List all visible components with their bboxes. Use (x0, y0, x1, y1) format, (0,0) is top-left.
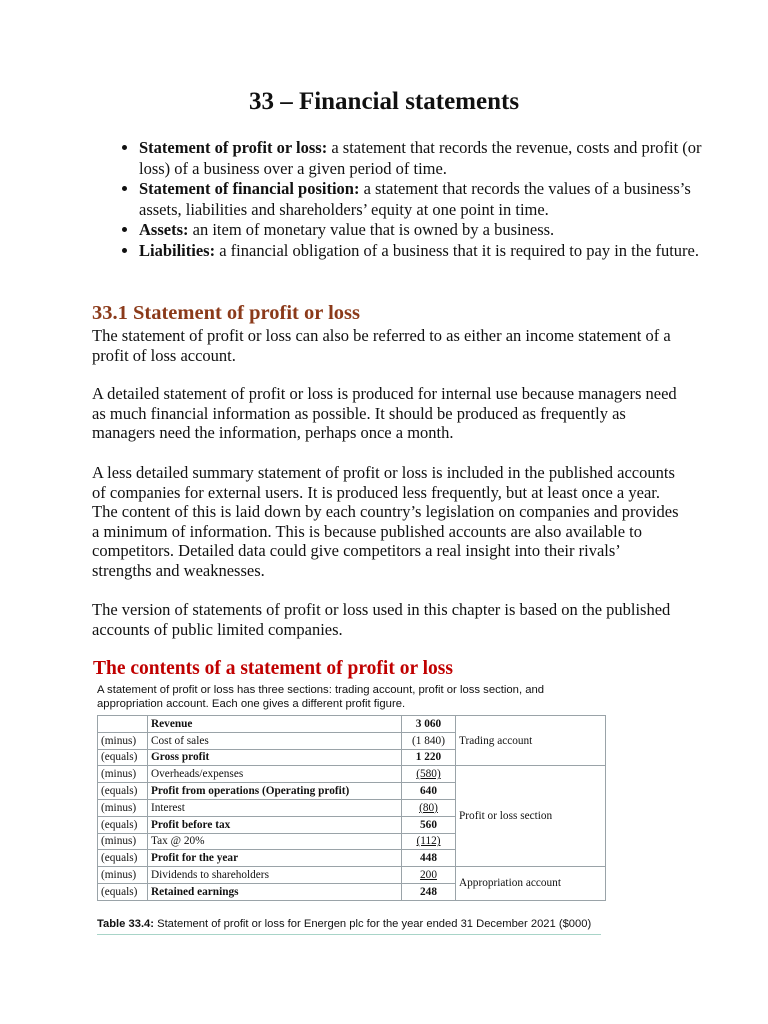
table-row (98, 716, 606, 733)
row-value: 200 (402, 867, 456, 884)
row-item: Dividends to shareholders (148, 867, 402, 884)
definition-item (139, 220, 729, 241)
caption-label: Table 33.4: (97, 918, 154, 930)
row-item: Profit before tax (148, 816, 402, 833)
table-row (98, 766, 606, 783)
paragraph: A detailed statement of profit or loss is produced for internal use because managers need as much financial information as possible. It should be produced as frequently as managers need the information, perhaps once a month. (92, 384, 677, 443)
row-value: 448 (402, 850, 456, 867)
section-heading: 33.1 Statement of profit or loss (92, 302, 360, 324)
row-value: 3 060 (402, 716, 456, 733)
definition-text: a statement that records the revenue, costs and profit (or loss) of a business over a given period of time. (139, 138, 702, 178)
row-value: 1 220 (402, 749, 456, 766)
divider (97, 934, 601, 935)
row-item: Interest (148, 799, 402, 816)
row-value: (112) (402, 833, 456, 850)
row-item: Tax @ 20% (148, 833, 402, 850)
row-value: 640 (402, 783, 456, 800)
row-value: (1 840) (402, 732, 456, 749)
definitions-list (92, 138, 729, 261)
section-label-trading: Trading account (456, 716, 606, 766)
row-item: Overheads/expenses (148, 766, 402, 783)
definition-term: Statement of financial position: (139, 179, 360, 198)
row-value: 248 (402, 883, 456, 900)
row-item: Retained earnings (148, 883, 402, 900)
row-value: (580) (402, 766, 456, 783)
definition-item (139, 241, 729, 262)
profit-loss-table (97, 715, 606, 901)
row-operator: (minus) (98, 732, 148, 749)
contents-heading: The contents of a statement of profit or loss (93, 658, 453, 679)
row-item: Revenue (148, 716, 402, 733)
row-operator (98, 716, 148, 733)
definition-text: a statement that records the values of a business’s assets, liabilities and shareholders’ equity at one point in time. (139, 179, 691, 219)
row-item: Profit from operations (Operating profit) (148, 783, 402, 800)
paragraph: A less detailed summary statement of profit or loss is included in the published accounts of companies for external users. It is produced less frequently, but at least once a year. The content of this is laid down by each country’s legislation on companies and provides a minimum of information. This is because published accounts are also available to competitors. Detailed data could give competitors a real insight into their rivals’ strengths and weaknesses. (92, 463, 679, 580)
row-operator: (minus) (98, 867, 148, 884)
definition-term: Liabilities: (139, 240, 216, 260)
definition-text: a financial obligation of a business that it is required to pay in the future. (215, 240, 699, 260)
row-operator: (equals) (98, 749, 148, 766)
row-item: Profit for the year (148, 850, 402, 867)
table-row (98, 867, 606, 884)
row-operator: (equals) (98, 883, 148, 900)
section-label-profit-loss: Profit or loss section (456, 766, 606, 867)
section-label-appropriation: Appropriation account (456, 867, 606, 901)
contents-intro: A statement of profit or loss has three sections: trading account, profit or loss section, and appropriation account. Each one gives a different profit figure. (97, 684, 545, 710)
row-value: (80) (402, 799, 456, 816)
page-title: 33 – Financial statements (248, 88, 520, 115)
row-item: Cost of sales (148, 732, 402, 749)
definition-item (139, 179, 729, 220)
definition-text: an item of monetary value that is owned by a business. (188, 220, 555, 239)
row-value: 560 (402, 816, 456, 833)
paragraph: The version of statements of profit or loss used in this chapter is based on the published accounts of public limited companies. (92, 600, 671, 639)
caption-text: Statement of profit or loss for Energen plc for the year ended 31 December 2021 ($000) (154, 918, 592, 930)
row-item: Gross profit (148, 749, 402, 766)
row-operator: (equals) (98, 816, 148, 833)
table-caption (97, 918, 591, 930)
paragraph: The statement of profit or loss can also be referred to as either an income statement of a profit of loss account. (92, 326, 671, 365)
row-operator: (equals) (98, 850, 148, 867)
definition-term: Statement of profit or loss: (139, 138, 328, 157)
definition-item (139, 138, 729, 179)
row-operator: (minus) (98, 766, 148, 783)
row-operator: (equals) (98, 783, 148, 800)
row-operator: (minus) (98, 833, 148, 850)
definition-term: Assets: (139, 220, 189, 239)
row-operator: (minus) (98, 799, 148, 816)
